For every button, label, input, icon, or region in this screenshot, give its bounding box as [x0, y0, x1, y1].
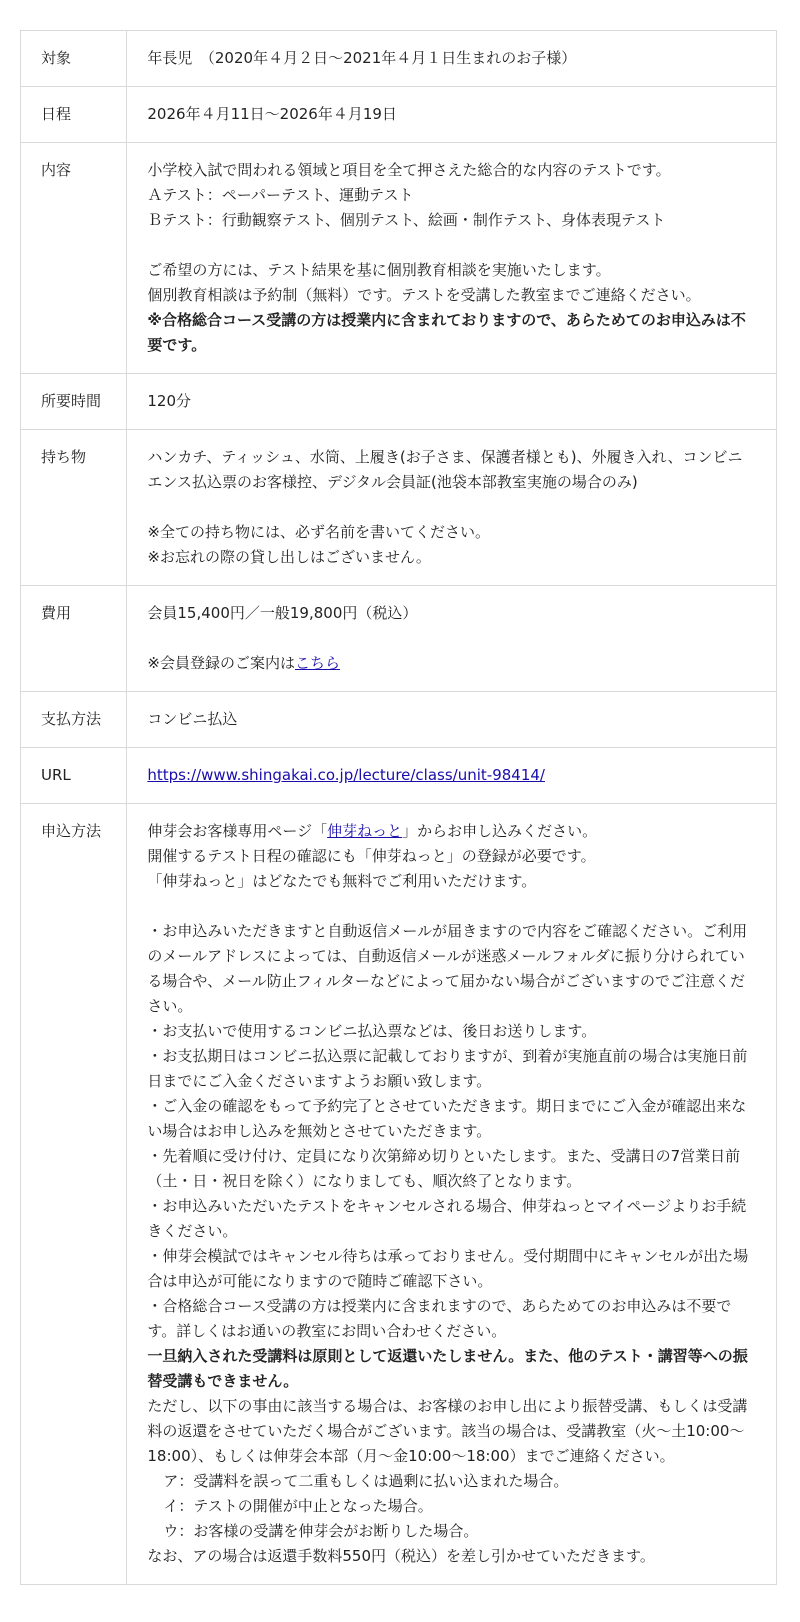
belongings-line: ※全ての持ち物には、必ず名前を書いてください。 — [147, 523, 490, 541]
refund-bold-notice: 一旦納入された受講料は原則として返還いたしません。また、他のテスト・講習等への振替受講もできません。 — [147, 1347, 748, 1390]
belongings-line: ハンカチ、ティッシュ、水筒、上履き(お子さま、保護者様とも)、外履き入れ、コンビニエンス払込票のお客様控、デジタル会員証(池袋本部教室実施の場合のみ) — [147, 448, 743, 491]
spacer — [147, 626, 756, 651]
apply-bullet: ・お申込みいただきますと自動返信メールが届きますので内容をご確認ください。ご利用のメールアドレスによっては、自動返信メールが迷惑メールフォルダに振り分けられている場合や、メール防止フィルターなどによって届かない場合がございますのでご注意ください。 — [147, 922, 748, 1015]
table-row-content — [21, 143, 777, 374]
value-url — [127, 748, 777, 804]
apply-intro-suffix: 」からお申し込みください。 — [402, 822, 598, 840]
apply-intro-prefix: 伸芽会お客様専用ページ「 — [147, 822, 328, 840]
spacer — [147, 233, 756, 258]
apply-bullet: ・伸芽会模試ではキャンセル待ちは承っておりません。受付期間中にキャンセルが出た場合は申込が可能になりますので随時ご確認下さい。 — [147, 1247, 749, 1290]
label-target: 対象 — [21, 31, 127, 87]
apply-bullet: ・合格総合コース受講の方は授業内に含まれますので、あらためてのお申込みは不要です。詳しくはお通いの教室にお問い合わせください。 — [147, 1297, 732, 1340]
table-row-payment — [21, 692, 777, 748]
belongings-line: ※お忘れの際の貸し出しはございません。 — [147, 548, 431, 566]
label-belongings: 持ち物 — [21, 430, 127, 586]
value-fee — [127, 586, 777, 692]
value-payment: コンビニ払込 — [127, 692, 777, 748]
label-schedule: 日程 — [21, 87, 127, 143]
refund-exception: ただし、以下の事由に該当する場合は、お客様のお申し出により振替受講、もしくは受講料の返還をさせていただく場合がございます。該当の場合は、受講教室（火〜土10:00〜18:00）、もしくは伸芽会本部（月〜金10:00〜18:00）までご連絡ください。 — [147, 1397, 748, 1465]
fee-note-text: ※会員登録のご案内は — [147, 654, 295, 672]
spacer — [147, 495, 756, 520]
table-row-duration — [21, 374, 777, 430]
apply-bullet: ・お支払いで使用するコンビニ払込票などは、後日お送りします。 — [147, 1022, 597, 1040]
table-row-schedule — [21, 87, 777, 143]
label-fee: 費用 — [21, 586, 127, 692]
refund-closing: なお、アの場合は返還手数料550円（税込）を差し引かせていただきます。 — [147, 1547, 655, 1565]
content-bold-note: ※合格総合コース受講の方は授業内に含まれておりますので、あらためてのお申込みは不要です。 — [147, 311, 746, 354]
content-line: 小学校入試で問われる領域と項目を全て押さえた総合的な内容のテストです。 — [147, 161, 671, 179]
lecture-url-link[interactable]: https://www.shingakai.co.jp/lecture/class/unit-98414/ — [147, 766, 545, 784]
member-registration-link[interactable]: こちら — [294, 654, 340, 672]
table-row-belongings — [21, 430, 777, 586]
value-target: 年長児 （2020年４月２日〜2021年４月１日生まれのお子様） — [127, 31, 777, 87]
fee-price: 会員15,400円／一般19,800円（税込） — [147, 604, 418, 622]
apply-line: 開催するテスト日程の確認にも「伸芽ねっと」の登録が必要です。 — [147, 847, 596, 865]
label-duration: 所要時間 — [21, 374, 127, 430]
content-line: Ａテスト：ペーパーテスト、運動テスト — [147, 186, 414, 204]
refund-case: ウ：お客様の受講を伸芽会がお断りした場合。 — [163, 1522, 479, 1540]
apply-bullet: ・お申込みいただいたテストをキャンセルされる場合、伸芽ねっとマイページよりお手続きください。 — [147, 1197, 747, 1240]
apply-bullet: ・お支払期日はコンビニ払込票に記載しておりますが、到着が実施直前の場合は実施日前日までにご入金くださいますようお願い致します。 — [147, 1047, 748, 1090]
shingakai-net-link[interactable]: 伸芽ねっと — [327, 822, 403, 840]
content-line: Ｂテスト：行動観察テスト、個別テスト、絵画・制作テスト、身体表現テスト — [147, 211, 666, 229]
apply-bullet: ・ご入金の確認をもって予約完了とさせていただきます。期日までにご入金が確認出来ない場合はお申し込みを無効とさせていただきます。 — [147, 1097, 747, 1140]
info-table — [20, 30, 777, 1585]
value-schedule: 2026年４月11日〜2026年４月19日 — [127, 87, 777, 143]
content-line: 個別教育相談は予約制（無料）です。テストを受講した教室までご連絡ください。 — [147, 286, 701, 304]
value-content — [127, 143, 777, 374]
spacer — [147, 894, 756, 919]
fee-note — [147, 651, 756, 676]
table-row-fee — [21, 586, 777, 692]
value-belongings — [127, 430, 777, 586]
value-apply — [127, 804, 777, 1585]
table-row-url — [21, 748, 777, 804]
value-duration: 120分 — [127, 374, 777, 430]
refund-case: イ：テストの開催が中止となった場合。 — [163, 1497, 433, 1515]
apply-line: 「伸芽ねっと」はどなたでも無料でご利用いただけます。 — [147, 872, 537, 890]
label-url: URL — [21, 748, 127, 804]
refund-case: ア：受講料を誤って二重もしくは過剰に払い込まれた場合。 — [163, 1472, 569, 1490]
table-row-apply — [21, 804, 777, 1585]
label-payment: 支払方法 — [21, 692, 127, 748]
table-row-target — [21, 31, 777, 87]
content-line: ご希望の方には、テスト結果を基に個別教育相談を実施いたします。 — [147, 261, 611, 279]
apply-intro — [147, 819, 756, 844]
apply-bullet: ・先着順に受け付け、定員になり次第締め切りといたします。また、受講日の7営業日前（土・日・祝日を除く）になりましても、順次終了となります。 — [147, 1147, 741, 1190]
label-content: 内容 — [21, 143, 127, 374]
label-apply: 申込方法 — [21, 804, 127, 1585]
